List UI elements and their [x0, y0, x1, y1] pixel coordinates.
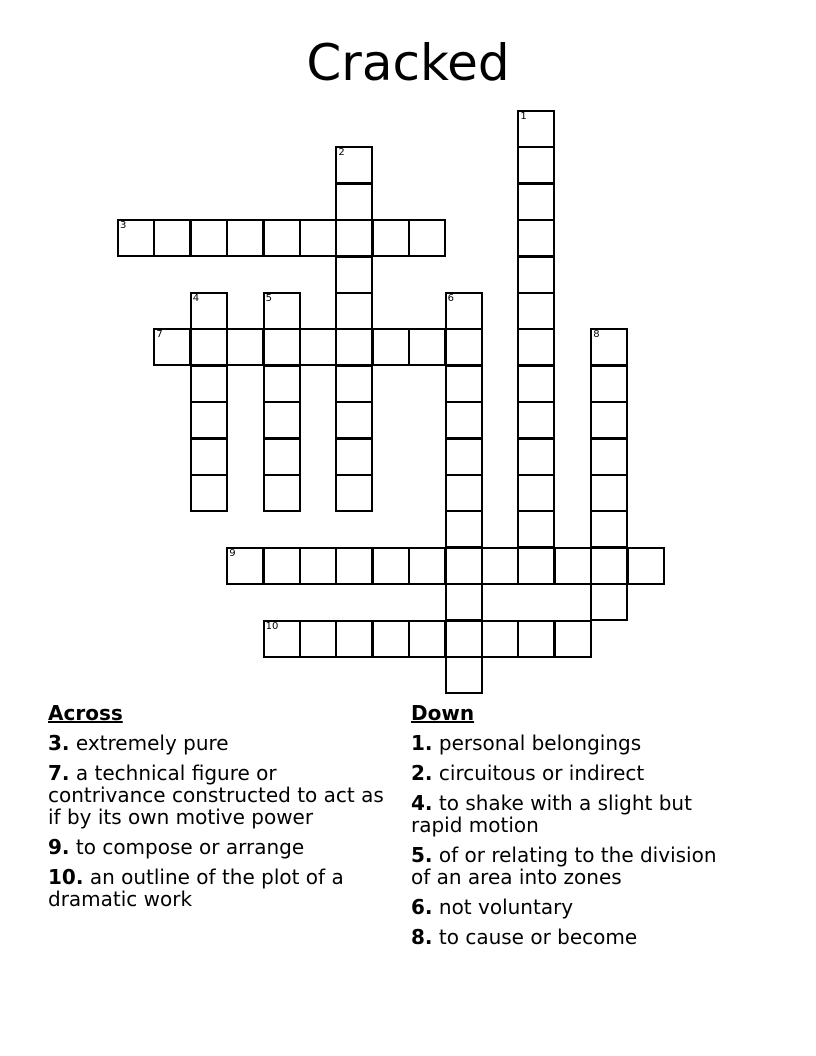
grid-cell[interactable]	[263, 474, 301, 512]
grid-cell[interactable]	[517, 146, 555, 184]
grid-cell[interactable]	[263, 438, 301, 476]
grid-cell[interactable]	[299, 547, 337, 585]
grid-cell[interactable]	[481, 547, 519, 585]
grid-cell[interactable]	[263, 547, 301, 585]
grid-cell[interactable]	[517, 328, 555, 366]
grid-cell[interactable]	[226, 219, 264, 257]
grid-cell[interactable]	[263, 328, 301, 366]
down-heading: Down	[411, 701, 475, 725]
grid-cell[interactable]	[263, 401, 301, 439]
grid-cell[interactable]	[481, 620, 519, 658]
puzzle-title: Cracked	[306, 34, 510, 92]
clue-number: 7	[48, 761, 62, 785]
cell-number: 5	[265, 293, 272, 304]
clue-text: of or relating to the division of an area into zones	[411, 843, 717, 889]
clue-number: 9	[48, 835, 62, 859]
grid-cell[interactable]	[335, 438, 373, 476]
grid-cell[interactable]	[590, 328, 628, 366]
clue-across-7: 7. a technical figure or contrivance constructed to act as if by its own motive power	[48, 761, 384, 829]
grid-cell[interactable]	[335, 620, 373, 658]
clue-text: a technical figure or contrivance constructed to act as if by its own motive power	[48, 761, 384, 829]
cell-number: 4	[192, 293, 200, 304]
grid-cell[interactable]	[408, 328, 446, 366]
grid-cell[interactable]	[372, 219, 410, 257]
grid-cell[interactable]	[299, 219, 337, 257]
grid-cell[interactable]	[517, 365, 555, 403]
grid-cell[interactable]	[263, 365, 301, 403]
cell-number: 9	[229, 547, 236, 559]
grid-cell[interactable]	[372, 547, 410, 585]
grid-cell[interactable]	[517, 183, 555, 221]
clue-number: 5	[411, 843, 425, 867]
grid-cell[interactable]	[517, 474, 555, 512]
clue-number: 8	[411, 925, 425, 949]
grid-cell[interactable]	[445, 547, 483, 585]
across-heading: Across	[48, 701, 123, 725]
clue-down-8: 8. to cause or become	[411, 925, 638, 949]
grid-cell[interactable]	[335, 292, 373, 330]
clue-number: 3	[48, 731, 62, 755]
grid-cell[interactable]	[554, 620, 592, 658]
across-clues	[48, 702, 388, 918]
clue-down-1: 1. personal belongings	[411, 731, 642, 755]
grid-cell[interactable]	[445, 438, 483, 476]
clue-across-3: 3. extremely pure	[48, 731, 229, 755]
grid-cell[interactable]	[335, 256, 373, 294]
clue-down-2: 2. circuitous or indirect	[411, 761, 645, 785]
grid-cell[interactable]	[335, 474, 373, 512]
cell-number: 6	[447, 293, 454, 304]
grid-cell[interactable]	[590, 474, 628, 512]
grid-cell[interactable]	[590, 547, 628, 585]
grid-cell[interactable]	[263, 219, 301, 257]
grid-cell[interactable]	[517, 547, 555, 585]
grid-cell[interactable]	[335, 401, 373, 439]
clue-number: 10	[48, 865, 76, 889]
grid-cell[interactable]	[445, 365, 483, 403]
grid-cell[interactable]	[590, 401, 628, 439]
grid-cell[interactable]	[445, 292, 483, 330]
cell-number: 1	[520, 111, 527, 122]
grid-cell[interactable]	[335, 328, 373, 366]
clue-text: personal belongings	[438, 731, 642, 755]
clue-down-6: 6. not voluntary	[411, 895, 574, 919]
cell-number: 7	[156, 329, 163, 341]
grid-cell[interactable]	[335, 183, 373, 221]
grid-cell[interactable]	[445, 328, 483, 366]
down-clues	[411, 702, 741, 956]
grid-cell[interactable]	[517, 256, 555, 294]
grid-cell[interactable]	[408, 620, 446, 658]
grid-cell[interactable]	[627, 547, 665, 585]
grid-cell[interactable]	[372, 328, 410, 366]
grid-cell[interactable]	[190, 401, 228, 439]
clue-text: extremely pure	[75, 731, 229, 755]
clue-number: 2	[411, 761, 425, 785]
clue-down-5: 5. of or relating to the division of an area into zones	[411, 843, 717, 889]
grid-cell[interactable]	[226, 328, 264, 366]
grid-cell[interactable]	[517, 292, 555, 330]
grid-cell[interactable]	[117, 219, 155, 257]
grid-cell[interactable]	[190, 292, 228, 330]
grid-cell[interactable]	[372, 620, 410, 658]
clue-across-10: 10. an outline of the plot of a dramatic work	[48, 865, 344, 911]
clue-text: circuitous or indirect	[438, 761, 645, 785]
grid-cell[interactable]	[445, 510, 483, 548]
clue-text: to compose or arrange	[75, 835, 305, 859]
grid-cell[interactable]	[190, 438, 228, 476]
grid-cell[interactable]	[153, 219, 191, 257]
clue-number: 1	[411, 731, 425, 755]
clue-down-4: 4. to shake with a slight but rapid motion	[411, 791, 692, 837]
grid-cell[interactable]	[335, 219, 373, 257]
grid-cell[interactable]	[299, 328, 337, 366]
grid-cell[interactable]	[445, 583, 483, 621]
grid-cell[interactable]	[517, 401, 555, 439]
cell-number: 3	[120, 220, 127, 232]
grid-cell[interactable]	[517, 510, 555, 548]
clue-number: 4	[411, 791, 425, 815]
clue-number: 6	[411, 895, 425, 919]
grid-cell[interactable]	[445, 401, 483, 439]
grid-cell[interactable]	[190, 474, 228, 512]
grid-cell[interactable]	[190, 328, 228, 366]
cell-number: 8	[593, 329, 600, 341]
clue-across-9: 9. to compose or arrange	[48, 835, 305, 859]
grid-cell[interactable]	[517, 620, 555, 658]
grid-cell[interactable]	[408, 219, 446, 257]
grid-cell[interactable]	[299, 620, 337, 658]
grid-cell[interactable]	[263, 292, 301, 330]
grid-cell[interactable]	[554, 547, 592, 585]
cell-number: 10	[265, 620, 279, 632]
grid-cell[interactable]	[517, 110, 555, 148]
grid-cell[interactable]	[408, 547, 446, 585]
grid-cell[interactable]	[445, 620, 483, 658]
clue-text: to cause or become	[438, 925, 638, 949]
grid-cell[interactable]	[590, 583, 628, 621]
grid-cell[interactable]	[590, 438, 628, 476]
clue-text: not voluntary	[438, 895, 574, 919]
grid-cell[interactable]	[517, 438, 555, 476]
grid-cell[interactable]	[517, 219, 555, 257]
grid-cell[interactable]	[190, 219, 228, 257]
grid-cell[interactable]	[335, 547, 373, 585]
clue-text: an outline of the plot of a dramatic work	[48, 865, 344, 911]
grid-cell[interactable]	[263, 620, 301, 658]
clue-text: to shake with a slight but rapid motion	[411, 791, 692, 837]
grid-cell[interactable]	[190, 365, 228, 403]
grid-cell[interactable]	[226, 547, 264, 585]
cell-number: 2	[338, 147, 345, 159]
grid-cell[interactable]	[590, 510, 628, 548]
grid-cell[interactable]	[445, 656, 483, 694]
grid-cell[interactable]	[335, 146, 373, 184]
grid-cell[interactable]	[445, 474, 483, 512]
grid-cell[interactable]	[590, 365, 628, 403]
grid-cell[interactable]	[153, 328, 191, 366]
grid-cell[interactable]	[335, 365, 373, 403]
